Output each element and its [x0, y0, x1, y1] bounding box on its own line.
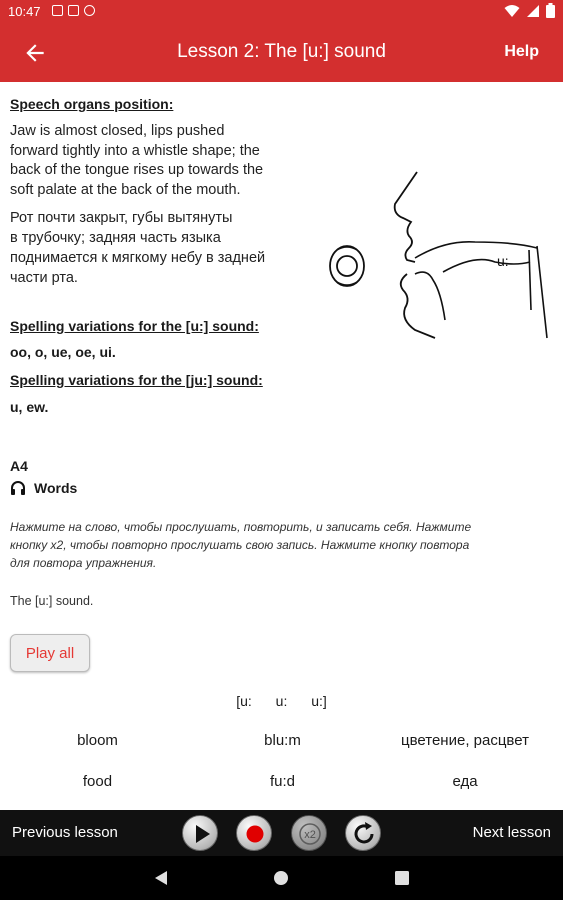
wifi-icon: [504, 4, 520, 18]
spelling-ju-values: u, ew.: [10, 399, 49, 415]
previous-lesson-button[interactable]: Previous lesson: [12, 824, 118, 841]
app-bar: [0, 24, 563, 82]
nav-recents-icon[interactable]: [395, 871, 409, 885]
text-line: поднимается к мягкому небу в задней: [10, 250, 266, 266]
notification-icon: [52, 5, 63, 16]
notification-icon: [84, 5, 95, 16]
x2-icon: [292, 816, 328, 852]
play-all-button[interactable]: Play all: [10, 634, 90, 672]
transcription-item[interactable]: u:: [275, 693, 288, 709]
nav-back-icon[interactable]: [154, 870, 168, 886]
exercise-title-text: Words: [34, 480, 78, 496]
word-row[interactable]: [0, 773, 563, 803]
speech-description-english: [10, 122, 310, 200]
exercise-code: A4: [10, 458, 28, 474]
transcription-item[interactable]: u:]: [311, 693, 327, 709]
text-line: части рта.: [10, 270, 78, 286]
page-title: Lesson 2: The [u:] sound: [177, 41, 386, 62]
text-line: forward tightly into a whistle shape; the: [10, 142, 260, 159]
battery-icon: [546, 3, 555, 18]
system-icons: [504, 3, 555, 18]
record-icon: [237, 816, 273, 852]
text-line: для повтора упражнения.: [10, 556, 157, 570]
word-translation[interactable]: еда: [452, 773, 478, 790]
diagram-sound-label: u:: [497, 253, 509, 269]
lesson-controls-bar: [0, 810, 563, 856]
word-transcription[interactable]: fu:d: [269, 773, 296, 790]
headphones-icon: [10, 480, 26, 496]
text-line: Jaw is almost closed, lips pushed: [10, 123, 225, 139]
speech-description-russian: [10, 208, 310, 288]
spelling-u-heading: Spelling variations for the [u:] sound:: [10, 318, 259, 334]
notification-icon: [68, 5, 79, 16]
text-line: Нажмите на слово, чтобы прослушать, повторить, и записать себя. Нажмите: [10, 520, 472, 534]
text-line: Рот почти закрыт, губы вытянуты: [10, 210, 233, 226]
status-bar: [0, 0, 563, 24]
next-lesson-button[interactable]: Next lesson: [472, 824, 551, 841]
spelling-u-values: oo, o, ue, oe, ui.: [10, 344, 116, 360]
mouth-profile-illustration: [325, 170, 555, 340]
status-time: 10:47: [8, 4, 41, 19]
articulation-diagram: [325, 170, 555, 340]
replay-recording-x2-button[interactable]: [291, 815, 327, 851]
repeat-exercise-button[interactable]: [345, 815, 381, 851]
word-translation[interactable]: цветение, расцвет: [401, 732, 529, 749]
text-line: кнопку x2, чтобы повторно прослушать свою запись. Нажмите кнопку повтора: [10, 538, 470, 552]
signal-icon: [526, 4, 540, 18]
refresh-icon: [346, 816, 382, 852]
nav-home-icon[interactable]: [273, 870, 289, 886]
x2-label: x2: [304, 829, 316, 841]
exercise-instructions: [10, 518, 555, 572]
speech-organs-heading: Speech organs position:: [10, 96, 174, 112]
word-text[interactable]: food: [82, 773, 113, 790]
word-row[interactable]: [0, 732, 563, 762]
system-navigation-bar: [0, 856, 563, 900]
transcription-item[interactable]: [u:: [236, 693, 252, 709]
sound-note: The [u:] sound.: [10, 594, 94, 608]
text-line: в трубочку; задняя часть языка: [10, 230, 221, 246]
play-icon: [183, 816, 219, 852]
sound-transcription-row[interactable]: [0, 693, 563, 709]
word-transcription[interactable]: blu:m: [264, 732, 301, 749]
help-button[interactable]: Help: [504, 43, 539, 60]
text-line: back of the tongue rises up towards the: [10, 162, 264, 178]
play-button[interactable]: [182, 815, 218, 851]
record-button[interactable]: [236, 815, 272, 851]
exercise-title: [10, 480, 77, 496]
spelling-ju-heading: Spelling variations for the [ju:] sound:: [10, 372, 263, 388]
text-line: soft palate at the back of the mouth.: [10, 181, 241, 198]
notification-icons: [52, 5, 95, 16]
word-text[interactable]: bloom: [77, 732, 118, 749]
lesson-content[interactable]: [0, 82, 563, 810]
